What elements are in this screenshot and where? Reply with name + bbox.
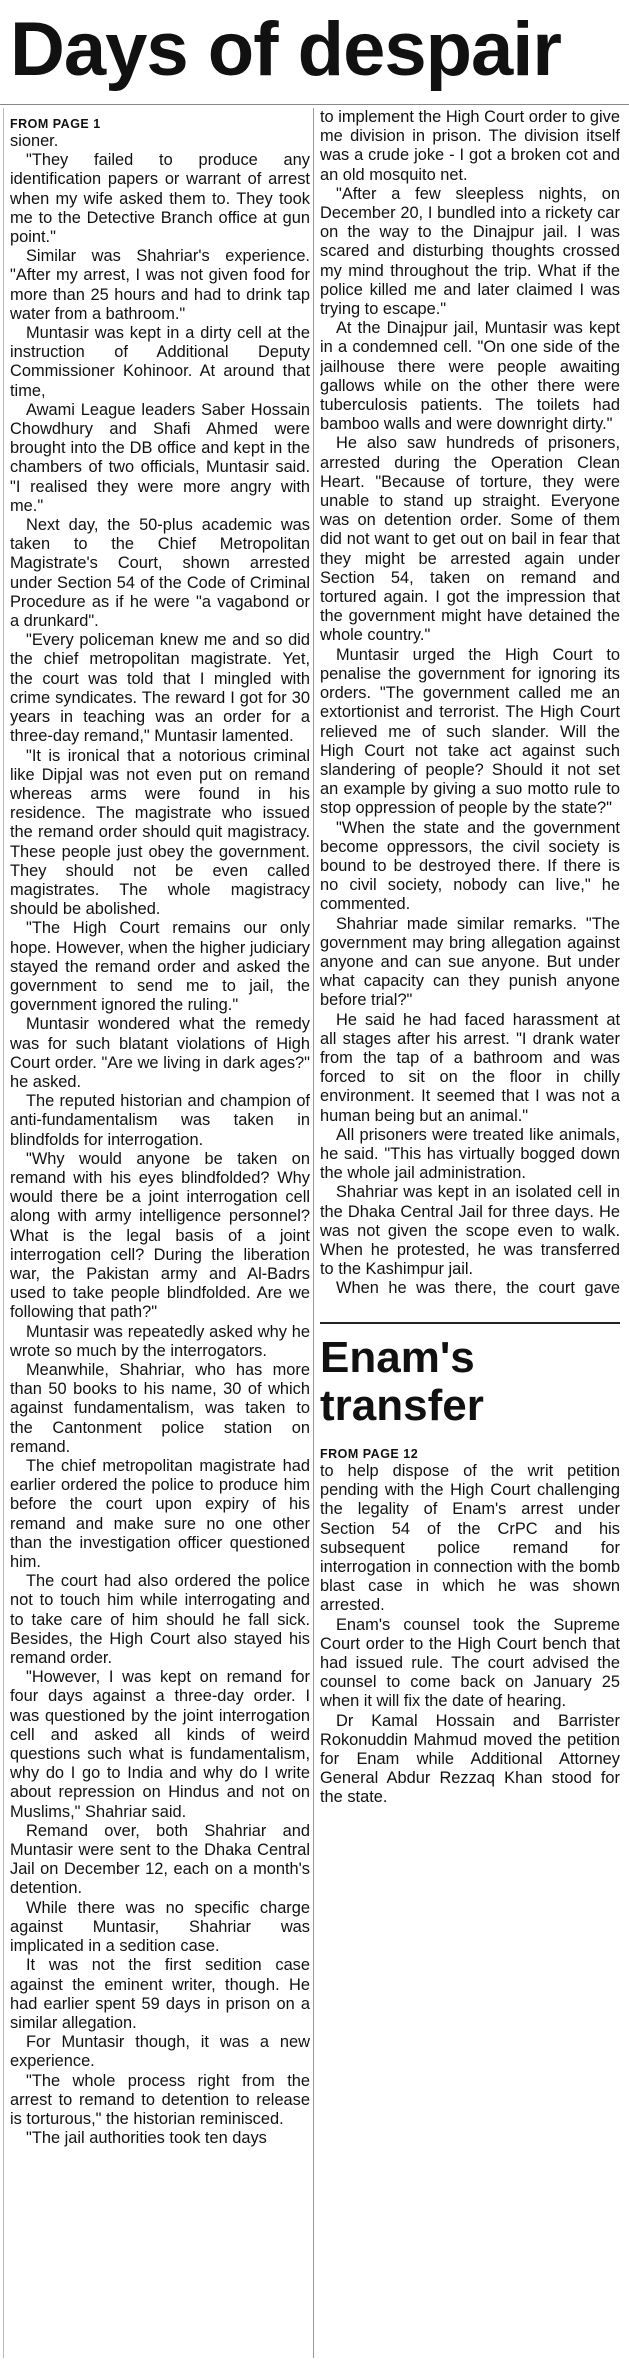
paragraph: The reputed historian and champion of anti-fundamentalism was taken in blindfolds for interrogation. xyxy=(10,1092,310,1149)
paragraph: It was not the first sedition case against the eminent writer, though. He had earlier spent 59 days in prison on a similar allegation. xyxy=(10,1956,310,2032)
paragraph: The court had also ordered the police not to touch him while interrogating and to take care of him should he fall sick. Besides, the High Court also stayed his remand order. xyxy=(10,1572,310,1668)
paragraph: sioner. xyxy=(10,132,59,150)
paragraph: "They failed to produce any identification papers or warrant of arrest when my wife asked them to. They took me to the Detective Branch office at gun point." xyxy=(10,151,310,247)
paragraph: "The High Court remains our only hope. However, when the higher judiciary stayed the remand order and asked the government to send me to jail, the government ignored the ruling." xyxy=(10,919,310,1015)
paragraph: "After a few sleepless nights, on December 20, I bundled into a rickety car on the way to the Dinajpur jail. I was scared and disturbing thoughts crossed my mind throughout the trip. What if the police killed me and later claimed I was trying to escape." xyxy=(320,184,620,319)
paragraph: "When the state and the government become oppressors, the civil society is bound to be destroyed there. If there is no civil society, nobody can live," he commented. xyxy=(320,818,620,914)
paragraph: The chief metropolitan magistrate had earlier ordered the police to produce him before the court upon expiry of his remand and make sure no one other than the investigation officer questioned him. xyxy=(10,1457,310,1572)
column-divider xyxy=(313,108,314,2358)
paragraph: "Why would anyone be taken on remand with his eyes blindfolded? Why would there be a joint interrogation cell along with army intelligence personnel? What is the legal basis of a joint interrogation cell? During the liberation war, the Pakistan army and Al-Badrs used to take people blindfolded. Are we following that path?" xyxy=(10,1149,310,1322)
paragraph: "The whole process right from the arrest to remand to detention to release is torturous," the historian reminisced. xyxy=(10,2071,310,2128)
main-story-column-1 xyxy=(10,116,310,2356)
paragraph: While there was no specific charge against Muntasir, Shahriar was implicated in a sedition case. xyxy=(10,1898,310,1956)
paragraph: "Every policeman knew me and so did the chief metropolitan magistrate. Yet, the court was told that I mingled with crime syndicates. The reward I got for 30 years in teaching was an order for a three-day remand," Muntasir lamented. xyxy=(10,631,310,746)
paragraph: Similar was Shahriar's experience. "After my arrest, I was not given food for more than 25 hours and had to drink tap water from a bathroom." xyxy=(10,247,310,323)
paragraph: Shahriar made similar remarks. "The government may bring allegation against anyone and can sue anyone. But under what capacity can they punish anyone before trial?" xyxy=(320,914,620,1010)
paragraph: For Muntasir though, it was a new experience. xyxy=(10,2033,310,2071)
paragraph: Muntasir was repeatedly asked why he wrote so much by the interrogators. xyxy=(10,1322,310,1360)
second-story-rule xyxy=(320,1322,620,1324)
paragraph: to implement the High Court order to give me division in prison. The division itself was a crude joke - I got a broken cot and an old mosquito net. xyxy=(320,108,620,184)
headline-rule xyxy=(0,104,629,105)
paragraph: Enam's counsel took the Supreme Court order to the High Court bench that had issued rule. The court advised the counsel to come back on January 25 when it will fix the date of hearing. xyxy=(320,1615,620,1711)
paragraph: All prisoners were treated like animals, he said. "This has virtually bogged down the whole jail administration. xyxy=(320,1125,620,1183)
second-story-kicker: FROM PAGE 12 xyxy=(320,1447,419,1461)
paragraph: He said he had faced harassment at all stages after his arrest. "I drank water from the tap of a bathroom and was forced to sit on the floor in chilly environment. It seemed that I was not a human being but an animal." xyxy=(320,1010,620,1125)
paragraph: When he was there, the court gave xyxy=(336,1279,620,1296)
main-story-column-2 xyxy=(320,108,620,1296)
paragraph: "However, I was kept on remand for four days against a three-day order. I was questioned by the joint interrogation cell and asked all kinds of weird questions such what is fundamentalism, why do I go to India and why do I write about repression on Hindus and not on Muslims," Shahriar said. xyxy=(10,1668,310,1821)
page-title: Days of despair xyxy=(10,7,561,92)
paragraph: Muntasir wondered what the remedy was for such blatant violations of High Court order. "Are we living in dark ages?" he asked. xyxy=(10,1015,310,1091)
second-story-body xyxy=(320,1446,620,2356)
paragraph: Muntasir urged the High Court to penalise the government for ignoring its orders. "The government called me an extortionist and terrorist. The High Court relieved me of such slander. Will the High Court not take act against such slandering of people? Should it not set an example by giving a suo motto rule to stop oppression of people by the state?" xyxy=(320,645,620,818)
paragraph: Awami League leaders Saber Hossain Chowdhury and Shafi Ahmed were brought into the DB office and kept in the chambers of two officials, Muntasir said. "I realised they were more angry with me." xyxy=(10,400,310,515)
paragraph: Next day, the 50-plus academic was taken to the Chief Metropolitan Magistrate's Court, shown arrested under Section 54 of the Code of Criminal Procedure as if he were "a vagabond or a drunkard". xyxy=(10,516,310,631)
paragraph: At the Dinajpur jail, Muntasir was kept in a condemned cell. "On one side of the jailhouse there were people awaiting gallows while on the other there were tuberculosis patients. The toilets had bamboo walls and were downright dirty." xyxy=(320,319,620,434)
paragraph: Remand over, both Shahriar and Muntasir were sent to the Dhaka Central Jail on December 12, each on a month's detention. xyxy=(10,1821,310,1898)
paragraph: Meanwhile, Shahriar, who has more than 50 books to his name, 30 of which against fundamentalism, was taken to the Cantonment police station on remand. xyxy=(10,1361,310,1456)
paragraph: "It is ironical that a notorious criminal like Dipjal was not even put on remand whereas arms were found in his residence. The magistrate who issued the remand order should quit magistracy. These people just obey the government. They should not be even called magistrates. The whole magistracy should be abolished. xyxy=(10,746,310,919)
paragraph: "The jail authorities took ten days xyxy=(26,2129,267,2148)
paragraph: He also saw hundreds of prisoners, arrested during the Operation Clean Heart. "Because of torture, they were unable to stand up straight. Everyone was on detention order. Some of them did not want to get out on bail in fear that they might be arrested again under Section 54, taken on remand and tortured again. I got the impression that the government might have detained the whole country." xyxy=(320,434,620,645)
second-story-headline: Enam's transfer xyxy=(320,1333,484,1430)
paragraph: to help dispose of the writ petition pending with the High Court challenging the legality of Enam's arrest under Section 54 of the CrPC and his subsequent police remand for interrogation in connection with the bomb blast case in which he was shown arrested. xyxy=(320,1462,620,1615)
paragraph: Shahriar was kept in an isolated cell in the Dhaka Central Jail for three days. He was not given the scope even to walk. When he protested, he was transferred to the Kashimpur jail. xyxy=(320,1183,620,1279)
paragraph: Dr Kamal Hossain and Barrister Rokonuddin Mahmud moved the petition for Enam while Additional Attorney General Abdur Rezzaq Khan stood for the state. xyxy=(320,1711,620,1807)
left-column-rule xyxy=(3,108,4,2358)
paragraph: Muntasir was kept in a dirty cell at the instruction of Additional Deputy Commissioner Kohinoor. At around that time, xyxy=(10,324,310,400)
main-story-kicker: FROM PAGE 1 xyxy=(10,117,101,131)
